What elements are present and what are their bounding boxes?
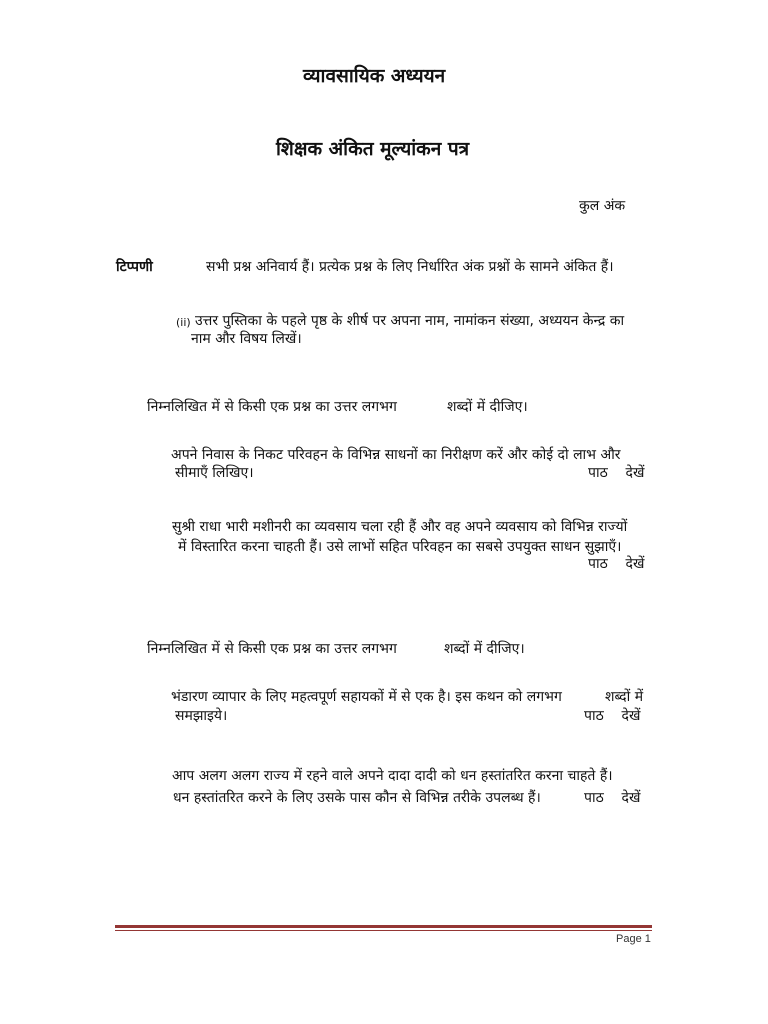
section2-q2-line-2: धन हस्तांतरित करने के लिए उसके पास कौन से विभिन्न तरीके उपलब्ध हैं। <box>173 790 541 806</box>
section1-q2-line-1: सुश्री राधा भारी मशीनरी का व्यवसाय चला रही हैं और वह अपने व्यवसाय को विभिन्न राज्यों <box>172 519 628 535</box>
section2-q1-line-1-end: शब्दों में <box>605 689 644 705</box>
section2-q2-line-1: आप अलग अलग राज्य में रहने वाले अपने दादा दादी को धन हस्तांतरित करना चाहते हैं। <box>172 768 613 784</box>
section2-q1-line-2: समझाइये। <box>175 708 228 724</box>
section1-instruction: निम्नलिखित में से किसी एक प्रश्न का उत्तर लगभग <box>147 399 397 415</box>
note-item-line-2: नाम और विषय लिखें। <box>191 331 302 347</box>
section1-q1-line-1: अपने निवास के निकट परिवहन के विभिन्न साधनों का निरीक्षण करें और कोई दो लाभ और <box>171 447 621 463</box>
section1-instruction-end: शब्दों में दीजिए। <box>447 399 528 415</box>
section2-instruction: निम्नलिखित में से किसी एक प्रश्न का उत्तर लगभग <box>147 641 397 657</box>
section1-q2-ref: पाठ देखें <box>588 556 645 572</box>
heading: व्यावसायिक अध्ययन <box>303 65 446 87</box>
note-label: टिप्पणी <box>116 259 153 275</box>
section1-q1-ref: पाठ देखें <box>588 465 645 481</box>
footer-rule-thick <box>115 925 652 928</box>
page-number: Page 1 <box>616 933 651 945</box>
section1-q1-line-2: सीमाएँ लिखिए। <box>175 465 254 481</box>
note-item-line-1: उत्तर पुस्तिका के पहले पृष्ठ के शीर्ष पर अपना नाम, नामांकन संख्या, अध्ययन केन्द्र का <box>195 313 625 329</box>
section2-q2-ref: पाठ देखें <box>584 790 641 806</box>
section1-q2-line-2: में विस्तारित करना चाहती हैं। उसे लाभों सहित परिवहन का सबसे उपयुक्त साधन सुझाएँ। <box>178 539 622 555</box>
section2-q1-line-1: भंडारण व्यापार के लिए महत्वपूर्ण सहायकों में से एक है। इस कथन को लगभग <box>171 689 562 705</box>
note-item-marker: (ii) <box>176 316 191 329</box>
note-line-1: सभी प्रश्न अनिवार्य हैं। प्रत्येक प्रश्न के लिए निर्धारित अंक प्रश्नों के सामने अंकित हैं। <box>206 259 614 275</box>
section2-instruction-end: शब्दों में दीजिए। <box>444 641 525 657</box>
footer-rule-thin <box>115 930 652 931</box>
subheading: शिक्षक अंकित मूल्यांकन पत्र <box>276 138 470 160</box>
total-marks-label: कुल अंक <box>579 198 626 214</box>
section2-q1-ref: पाठ देखें <box>584 708 641 724</box>
